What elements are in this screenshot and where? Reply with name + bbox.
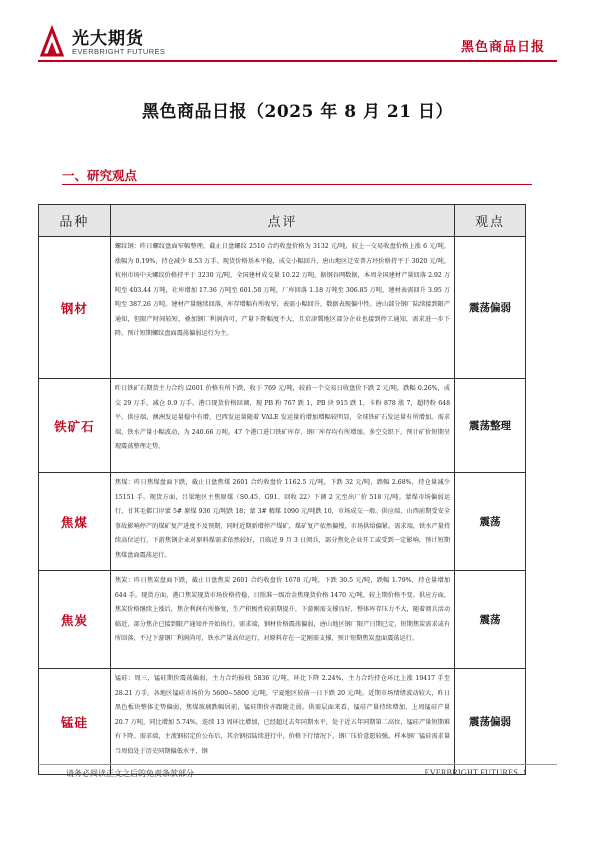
commodity-view-table [38, 204, 526, 775]
logo-text-cn: 光大期货 [72, 29, 144, 49]
view-label: 震荡整理 [455, 379, 526, 473]
report-type-label: 黑色商品日报 [460, 40, 545, 55]
view-label: 震荡 [455, 571, 526, 669]
footer-brand-page [425, 768, 527, 777]
footer-brand: EVERBRIGHT FUTURES [424, 768, 519, 777]
table-row [39, 571, 526, 669]
table-row [39, 473, 526, 571]
footer-disclaimer: 请务必阅读正文之后的免责条款部分 [66, 769, 194, 778]
table-row [39, 237, 526, 379]
logo-text-en: EVERBRIGHT FUTURES [72, 47, 166, 56]
section-heading: 一、研究观点 [62, 168, 138, 183]
logo-mark-icon [38, 25, 66, 57]
variety-name: 锰硅 [39, 669, 111, 775]
view-label: 震荡偏弱 [455, 237, 526, 379]
variety-name: 焦煤 [39, 473, 111, 571]
section-divider [62, 184, 532, 185]
header-commentary: 点评 [110, 205, 454, 237]
header-divider [38, 60, 557, 62]
document-title: 黑色商品日报（2025 年 8 月 21 日） [142, 102, 453, 122]
commentary-text: 焦煤：昨日焦煤盘面下跌，截止日盘焦煤 2601 合约收盘价 1162.5 元/吨，下跌 32 元/吨，跌幅 2.68%，持仓量减少 15151 手。现货方面，吕梁地区主焦原煤（S0.45、G91、回收 22）下调 2 元至出厂价 518 元/吨。蒙煤市场偏弱运行，甘其毛都口岸蒙 5# 原煤 936 元/吨跌 18；蒙 3# 精煤 1090 元/吨跌 10，市场成交一般。供应端，山西前期受安全事故影响停产的煤矿复产进度不及预期，同时近期新增停产煤矿，煤矿复产依然偏慢，市场供给偏紧。需求端，铁水产量持续高位运行，下游焦钢企业对原料煤需求依然较好，且临近 9 月 3 日阅兵，部分焦化企业开工或受到一定影响，预计短期焦煤盘面震荡运行。 [110, 473, 454, 571]
commentary-text: 昨日铁矿石期货主力合约 i2601 价格有所下跌，收于 769 元/吨，较前一个交易日收盘价下跌 2 元/吨，跌幅 0.26%，成交 29 万手，减仓 0.9 万手。港口现货价格回调，现 PB 粉 767 跌 1，PB 块 915 跌 1，卡粉 878 涨 7，超特粉 648 平。供应端，澳洲发运量稳中有增，巴西发运量随着 VALE 发运量的增加增幅较明显，全球铁矿石发运量有所增加。需求端，铁水产量小幅波动，为 240.66 万吨。47 个港口进口铁矿库存、钢厂库存均有所增加。多空交织下，预计矿价短期呈现震荡整理走势。 [110, 379, 454, 473]
footer-divider [38, 764, 557, 765]
commentary-text: 焦炭：昨日焦炭盘面下跌，截止日盘焦炭 2601 合约收盘价 1678 元/吨，下跌 30.5 元/吨，跌幅 1.79%，持仓量增加 644 手。现货方面，港口焦炭现货市场价格持稳，日照准一级冶金焦现货价格 1470 元/吨，较上期价格不变。供应方面，焦炭价格继续上涨后，焦企利润有所修复，生产积极性较前期提升，下游刚需支撑良好，整体库存压力不大，随着阅兵活动临近，部分焦企已接到限产通知并开始执行。需求端，钢材价格震荡偏弱，唐山地区钢厂限产日期已定，短期焦炭需求或有所回落，不过下游钢厂利润尚可，铁水产量高位运行，对原料存在一定刚需支撑，预计短期焦炭盘面震荡运行。 [110, 571, 454, 669]
commentary-text: 螺纹钢：昨日螺纹盘面窄幅整理，截止日盘螺纹 2510 合约收盘价格为 3132 元/吨，较上一交易收盘价格上涨 6 元/吨，涨幅为 0.19%，持仓减少 8.53 万手。现货价格基本平稳，成交小幅回升，唐山地区迁安普方坯价格持平于 3020 元/吨，杭州市场中天螺纹价格持平于 3230 元/吨，全国建材成交量 10.22 万吨。据钢谷网数据，本周全国建材产量回落 2.92 万吨至 403.44 万吨，社库增加 17.36 万吨至 601.58 万吨，厂库回落 1.18 万吨至 306.85 万吨，建材表需回升 3.95 万吨至 387.26 万吨。建材产量继续回落，库存增幅有所收窄，表需小幅回升，数据表现偏中性。唐山部分钢厂陆续接到限产通知，但限产时间较短，叠加钢厂利润尚可，产量下降幅度不大，且京津冀地区部分企业也接到停工通知，需求进一步下降。预计短期螺纹盘面震荡偏弱运行为主。 [110, 237, 454, 379]
table-row [39, 669, 526, 775]
page-number: 1 [522, 768, 527, 777]
table-row [39, 379, 526, 473]
variety-name: 铁矿石 [39, 379, 111, 473]
view-label: 震荡偏弱 [455, 669, 526, 775]
commentary-text: 锰硅：周三，锰硅期价震荡偏弱，主力合约报收 5836 元/吨，环比下降 2.24%，主力合约持仓环比上涨 19417 手至 28.21 万手。各地区锰硅市场价为 5600~5800 元/吨，宁夏地区较前一日下跌 20 元/吨。近期市场情绪波动较大，昨日黑色板块整体走势偏弱，焦煤玻璃跌幅居前，锰硅期价亦跟随走弱。供需层面来看，锰硅产量持续增加，上周锰硅产量 20.7 万吨，同比增加 5.74%，连续 13 周环比增加，已经超过去年同期水平，处于近五年同期第二高位，锰硅产量短期难有下降。需求端，主流钢招定价公布后，其余钢招陆续进行中，价格下行情况下，钢厂压价意愿较强。样本钢厂锰硅需求量当周值处于历史同期偏低水平，钢 [110, 669, 454, 775]
company-logo [38, 22, 198, 64]
table-header-row [39, 205, 526, 237]
variety-name: 钢材 [39, 237, 111, 379]
header-view: 观点 [455, 205, 526, 237]
header-variety: 品种 [39, 205, 111, 237]
variety-name: 焦炭 [39, 571, 111, 669]
view-label: 震荡 [455, 473, 526, 571]
